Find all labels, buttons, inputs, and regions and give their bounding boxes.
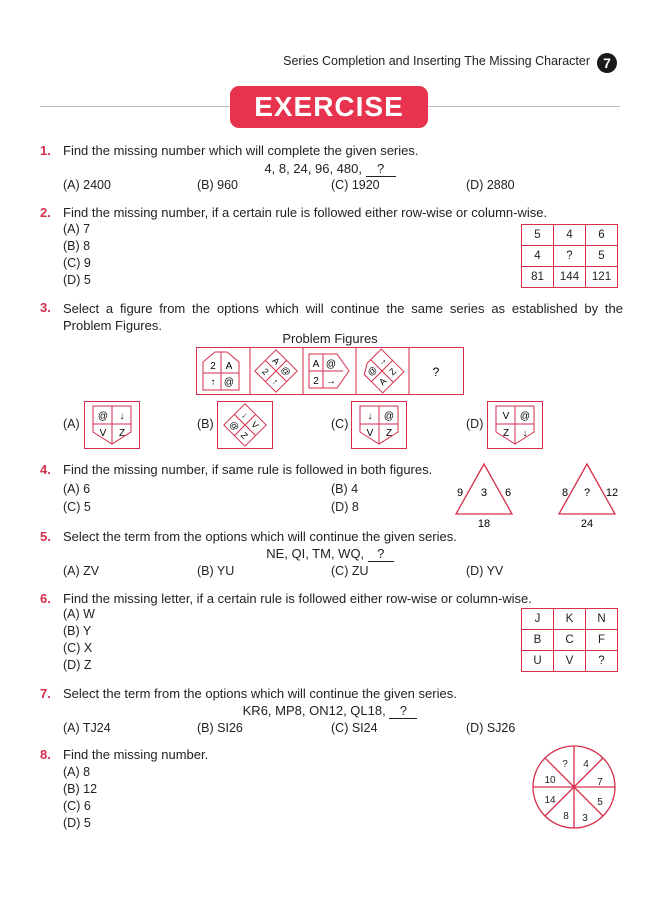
q8-text: Find the missing number. [63, 747, 209, 762]
fig3-cell: A [312, 359, 320, 370]
grid-cell: N [586, 609, 618, 630]
optD-cell: V [502, 411, 510, 422]
grid-cell: ? [586, 651, 618, 672]
q6-number: 6. [40, 591, 51, 606]
q3-text: Select a figure from the options which will continue the same series as established by the Problem Figures. [63, 301, 623, 333]
grid-cell: K [554, 609, 586, 630]
q7-option-d[interactable]: (D) SJ26 [466, 721, 516, 735]
tri1-top: 3 [480, 487, 488, 499]
tri2-right: 12 [605, 487, 619, 499]
optD-cell: ↓ [522, 428, 528, 439]
q1-text: Find the missing number which will complete the given series. [63, 143, 419, 158]
q4-option-b[interactable]: (B) 4 [331, 482, 359, 496]
q3-problem-figures [196, 347, 464, 395]
q4-number: 4. [40, 462, 51, 477]
q8-option-c[interactable]: (C) 6 [63, 799, 91, 813]
q7-option-a[interactable]: (A) TJ24 [63, 721, 111, 735]
wheel-value: 14 [544, 795, 556, 806]
grid-cell: 4 [522, 246, 554, 267]
problem-figure-2 [255, 350, 297, 392]
q2-option-b[interactable]: (B) 8 [63, 239, 91, 253]
wheel-value: 3 [582, 813, 588, 824]
q2-option-d[interactable]: (D) 5 [63, 273, 91, 287]
grid-cell: J [522, 609, 554, 630]
svg-text:Z: Z [238, 430, 250, 442]
tri2-bottom: 24 [580, 518, 594, 530]
svg-text:V: V [249, 419, 261, 431]
wheel-value: 4 [583, 759, 589, 770]
grid-cell: V [554, 651, 586, 672]
q2-number-grid [521, 224, 618, 288]
q2-number: 2. [40, 205, 51, 220]
q3-option-b-figure[interactable] [217, 401, 273, 449]
problem-figures-svg [197, 348, 463, 394]
svg-text:→: → [375, 354, 389, 368]
q3-option-d[interactable]: (D) [466, 417, 484, 431]
fig3-cell: → [326, 376, 336, 387]
tri1-right: 6 [504, 487, 512, 499]
optA-cell: V [99, 428, 107, 439]
q1-series [220, 161, 440, 177]
q6-option-b[interactable]: (B) Y [63, 624, 92, 638]
triangle-1 [456, 464, 512, 530]
optA-cell: Z [118, 428, 126, 439]
svg-text:@: @ [365, 364, 379, 378]
fig1-cell: ↑ [210, 377, 216, 388]
q7-blank: ? [389, 703, 417, 719]
q5-text: Select the term from the options which will continue the given series. [63, 529, 457, 544]
q7-option-c[interactable]: (C) SI24 [331, 721, 378, 735]
q5-series [230, 546, 430, 562]
optD-cell: Z [502, 428, 510, 439]
q5-series-text: NE, QI, TM, WQ, [266, 546, 365, 561]
fig1-cell: @ [223, 377, 235, 388]
q1-blank: ? [366, 161, 396, 177]
q7-series-text: KR6, MP8, ON12, QL18, [242, 703, 386, 718]
grid-cell: F [586, 630, 618, 651]
q6-option-d[interactable]: (D) Z [63, 658, 92, 672]
q7-series [200, 703, 460, 719]
triangle-2 [559, 464, 618, 530]
wheel-value: 5 [597, 797, 603, 808]
q1-series-text: 4, 8, 24, 96, 480, [264, 161, 362, 176]
q7-text: Select the term from the options which will continue the given series. [63, 686, 457, 701]
q1-option-b[interactable]: (B) 960 [197, 178, 238, 192]
q3-option-c-figure[interactable] [351, 401, 407, 449]
q6-letter-grid [521, 608, 618, 672]
q7-option-b[interactable]: (B) SI26 [197, 721, 243, 735]
fig3-cell: @ [325, 359, 337, 370]
exercise-title: EXERCISE [230, 86, 428, 128]
grid-cell: B [522, 630, 554, 651]
running-header: Series Completion and Inserting The Missing Character [283, 54, 590, 68]
svg-text:↑: ↑ [270, 376, 281, 387]
grid-cell: 6 [586, 225, 618, 246]
svg-text:A: A [270, 355, 282, 367]
q4-triangles [440, 458, 630, 530]
grid-cell: ? [554, 246, 586, 267]
q5-option-b[interactable]: (B) YU [197, 564, 235, 578]
fig1-cell: A [225, 361, 233, 372]
grid-cell: 81 [522, 267, 554, 288]
grid-cell: 4 [554, 225, 586, 246]
svg-text:@: @ [227, 418, 242, 433]
fig3-cell: 2 [313, 376, 319, 387]
q1-option-c[interactable]: (C) 1920 [331, 178, 380, 192]
problem-figure-3 [309, 354, 349, 388]
fig1-cell: 2 [210, 361, 216, 372]
optA-cell: @ [97, 411, 109, 422]
q6-option-c[interactable]: (C) X [63, 641, 93, 655]
q2-option-a[interactable]: (A) 7 [63, 222, 91, 236]
q3-number: 3. [40, 300, 51, 315]
tri2-top: ? [583, 487, 591, 499]
optA-cell: ↓ [119, 411, 125, 422]
tri1-left: 9 [456, 487, 464, 499]
q8-option-b[interactable]: (B) 12 [63, 782, 98, 796]
problem-figure-1 [203, 352, 239, 390]
q5-option-c[interactable]: (C) ZU [331, 564, 369, 578]
optC-cell: ↓ [367, 411, 373, 422]
q8-option-d[interactable]: (D) 5 [63, 816, 91, 830]
q7-number: 7. [40, 686, 51, 701]
grid-cell: 5 [522, 225, 554, 246]
q3-option-a[interactable]: (A) [63, 417, 80, 431]
q1-option-d[interactable]: (D) 2880 [466, 178, 515, 192]
optC-cell: V [366, 428, 374, 439]
q3-option-c[interactable]: (C) [331, 417, 349, 431]
problem-figure-4 [360, 349, 404, 393]
q8-number: 8. [40, 747, 51, 762]
svg-text:Z: Z [387, 366, 399, 378]
q5-option-d[interactable]: (D) YV [466, 564, 504, 578]
q6-text: Find the missing letter, if a certain rule is followed either row-wise or column-wise. [63, 591, 532, 606]
q3-option-a-figure[interactable] [84, 401, 140, 449]
svg-text:2: 2 [260, 366, 271, 378]
q5-number: 5. [40, 529, 51, 544]
optC-cell: @ [383, 411, 395, 422]
page-number: 7 [597, 53, 617, 73]
q5-option-a[interactable]: (A) ZV [63, 564, 100, 578]
q6-option-a[interactable]: (A) W [63, 607, 95, 621]
grid-cell: U [522, 651, 554, 672]
optC-cell: Z [385, 428, 393, 439]
svg-text:↓: ↓ [239, 409, 251, 421]
tri1-bottom: 18 [477, 518, 491, 530]
wheel-value: 10 [544, 775, 556, 786]
grid-cell: 144 [554, 267, 586, 288]
grid-cell: C [554, 630, 586, 651]
q8-option-a[interactable]: (A) 8 [63, 765, 91, 779]
q1-option-a[interactable]: (A) 2400 [63, 178, 111, 192]
optD-cell: @ [519, 411, 531, 422]
wheel-value: ? [562, 759, 568, 770]
tri2-left: 8 [561, 487, 569, 499]
svg-text:@: @ [279, 364, 293, 378]
wheel-value: 8 [563, 811, 569, 822]
q2-option-c[interactable]: (C) 9 [63, 256, 91, 270]
q8-number-wheel [526, 743, 622, 831]
q2-text: Find the missing number, if a certain rule is followed either row-wise or column-wise. [63, 205, 548, 220]
q3-option-b[interactable]: (B) [197, 417, 214, 431]
problem-missing: ? [432, 365, 440, 379]
q4-option-d[interactable]: (D) 8 [331, 500, 359, 514]
q4-option-a[interactable]: (A) 6 [63, 482, 91, 496]
q1-number: 1. [40, 143, 51, 158]
svg-text:A: A [377, 375, 389, 388]
q4-text: Find the missing number, if same rule is followed in both figures. [63, 462, 433, 477]
wheel-value: 7 [597, 777, 603, 788]
grid-cell: 5 [586, 246, 618, 267]
q5-blank: ? [368, 546, 394, 562]
q3-problem-label: Problem Figures [282, 331, 378, 346]
grid-cell: 121 [586, 267, 618, 288]
q4-option-c[interactable]: (C) 5 [63, 500, 91, 514]
q3-option-d-figure[interactable] [487, 401, 543, 449]
